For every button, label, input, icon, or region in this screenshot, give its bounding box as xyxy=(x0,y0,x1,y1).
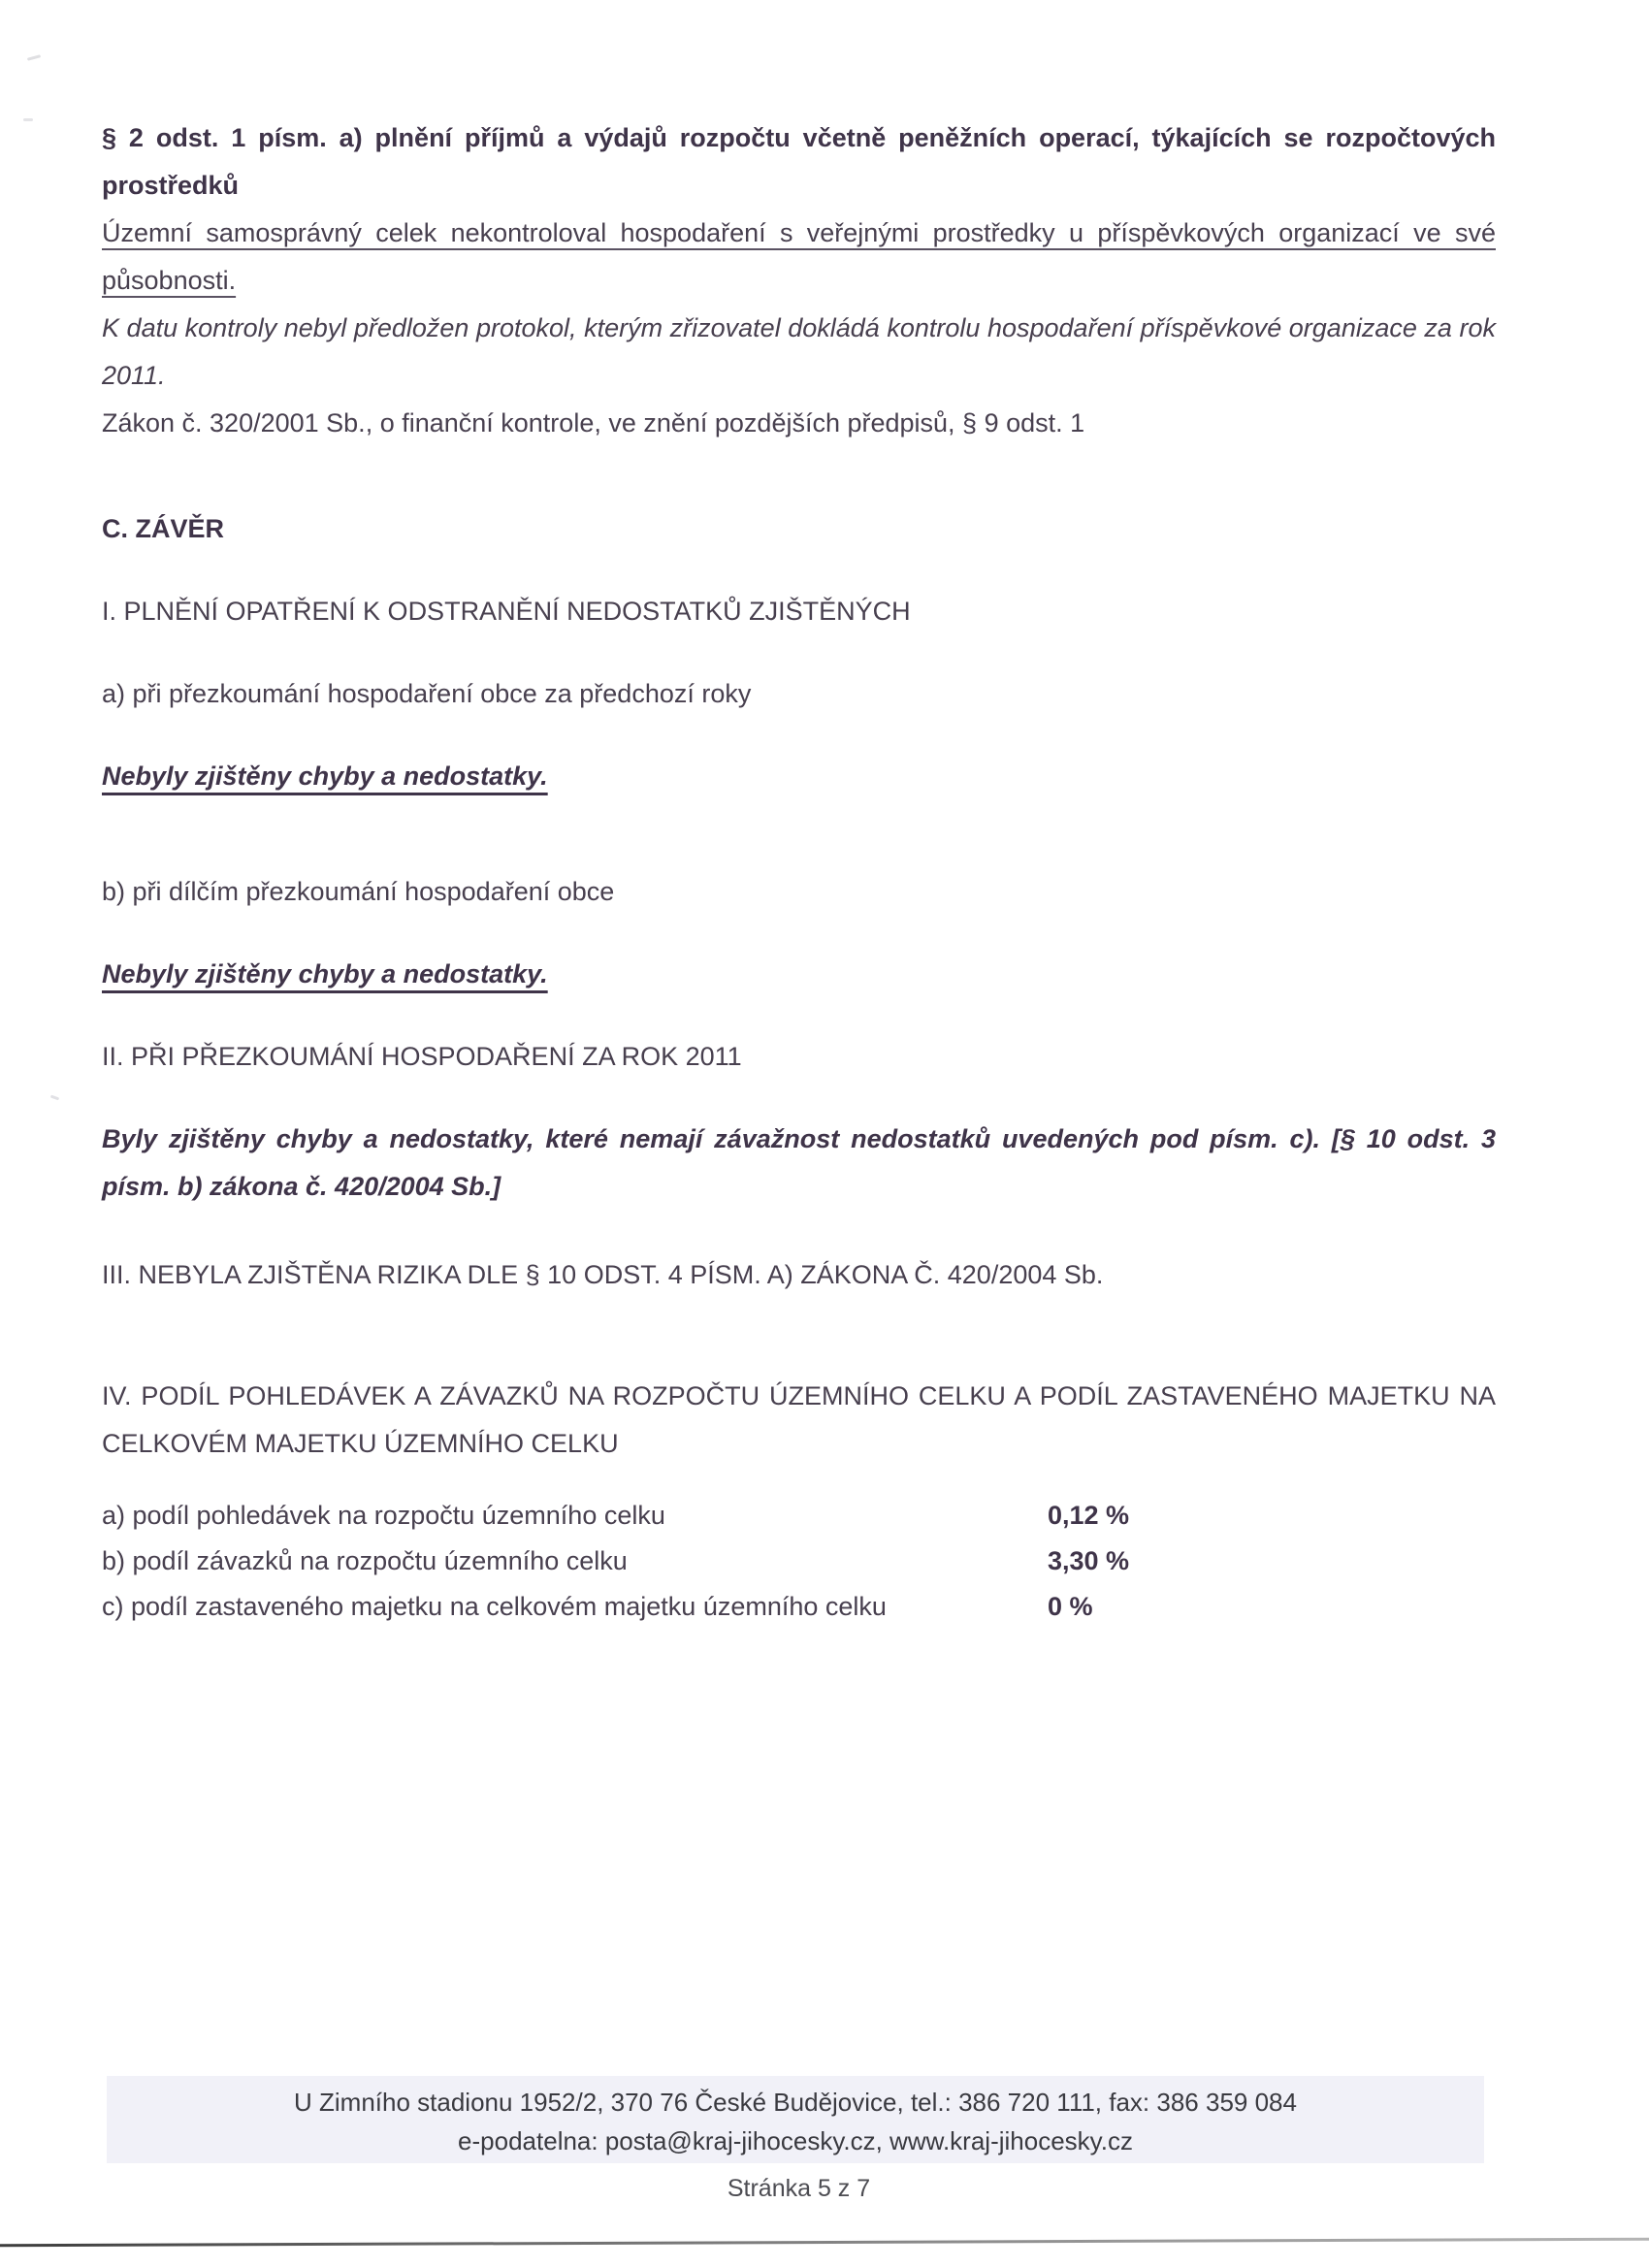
ratio-row xyxy=(102,1584,1496,1630)
page-number: Stránka 5 z 7 xyxy=(727,2175,871,2202)
bottom-scan-line xyxy=(0,2238,1649,2248)
part1-item-a: a) při přezkoumání hospodaření obce za předchozí roky xyxy=(102,679,752,708)
part1-item-a-result: Nebyly zjištěny chyby a nedostatky. xyxy=(102,761,548,791)
ratio-value: 3,30 % xyxy=(1048,1546,1130,1575)
scan-artifact xyxy=(23,118,33,121)
footer xyxy=(107,2076,1484,2163)
footer-contact: e-podatelna: posta@kraj-jihocesky.cz, www.kraj-jihocesky.cz xyxy=(458,2126,1133,2155)
ratio-label: c) podíl zastaveného majetku na celkovém majetku územního celku xyxy=(102,1592,887,1621)
ratio-row xyxy=(102,1493,1496,1539)
scan-artifact xyxy=(27,54,41,61)
finding-underlined: Územní samosprávný celek nekontroloval hospodaření s veřejnými prostředky u příspěvkových organizací ve své působnosti. xyxy=(102,218,1496,295)
document-body xyxy=(102,0,1496,1630)
ratio-row xyxy=(102,1539,1496,1584)
ratio-label: b) podíl závazků na rozpočtu územního celku xyxy=(102,1546,628,1575)
scan-artifact xyxy=(50,1095,59,1101)
conclusion-heading: C. ZÁVĚR xyxy=(102,514,225,543)
ratio-label: a) podíl pohledávek na rozpočtu územního celku xyxy=(102,1501,665,1530)
part4-heading: IV. PODÍL POHLEDÁVEK A ZÁVAZKŮ NA ROZPOČTU ÚZEMNÍHO CELKU A PODÍL ZASTAVENÉHO MAJETKU NA CELKOVÉM MAJETKU ÚZEMNÍHO CELKU xyxy=(102,1381,1496,1458)
part3-heading: III. NEBYLA ZJIŠTĚNA RIZIKA DLE § 10 ODST. 4 PÍSM. A) ZÁKONA Č. 420/2004 Sb. xyxy=(102,1260,1104,1289)
footer-address: U Zimního stadionu 1952/2, 370 76 České Budějovice, tel.: 386 720 111, fax: 386 359 084 xyxy=(294,2088,1297,2117)
part1-heading: I. PLNĚNÍ OPATŘENÍ K ODSTRANĚNÍ NEDOSTATKŮ ZJIŠTĚNÝCH xyxy=(102,597,911,626)
finding-detail-italic: K datu kontroly nebyl předložen protokol, kterým zřizovatel dokládá kontrolu hospodaření příspěvkové organizace za rok 2011. xyxy=(102,313,1496,390)
law-reference: Zákon č. 320/2001 Sb., o finanční kontrole, ve znění pozdějších předpisů, § 9 odst. 1 xyxy=(102,408,1085,437)
ratio-value: 0 % xyxy=(1048,1592,1093,1621)
ratio-list xyxy=(102,1493,1496,1630)
paragraph-2-heading: § 2 odst. 1 písm. a) plnění příjmů a výdajů rozpočtu včetně peněžních operací, týkajících se rozpočtových prostředků xyxy=(102,123,1496,200)
ratio-value: 0,12 % xyxy=(1048,1501,1130,1530)
part2-result: Byly zjištěny chyby a nedostatky, které nemají závažnost nedostatků uvedených pod písm. c). [§ 10 odst. 3 písm. b) zákona č. 420/2004 Sb.] xyxy=(102,1124,1496,1201)
part1-item-b: b) při dílčím přezkoumání hospodaření obce xyxy=(102,877,615,906)
part2-heading: II. PŘI PŘEZKOUMÁNÍ HOSPODAŘENÍ ZA ROK 2011 xyxy=(102,1042,742,1071)
part1-item-b-result: Nebyly zjištěny chyby a nedostatky. xyxy=(102,959,548,988)
